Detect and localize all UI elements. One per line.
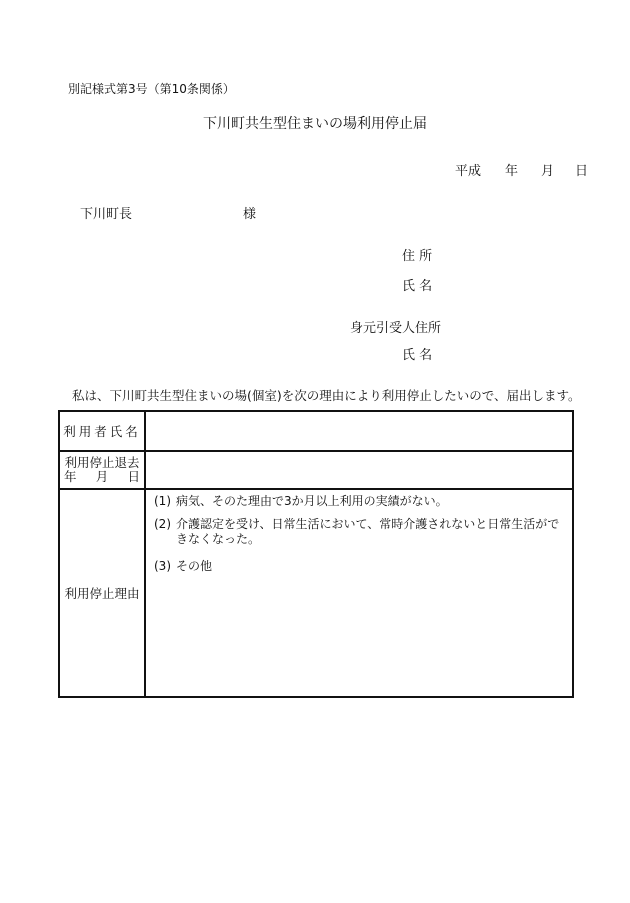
user-name-label: 利用者氏名: [63, 424, 141, 439]
reason-text: 病気、そのた理由で3か月以上利用の実績がない。: [176, 494, 448, 508]
list-item: [154, 494, 562, 509]
user-name-field[interactable]: [145, 411, 573, 451]
form-number: 別記様式第3号（第10条関係）: [68, 82, 235, 96]
document-title: 下川町共生型住まいの場利用停止届: [203, 116, 427, 132]
applicant-address-label: 住 所: [402, 249, 433, 264]
reason-number: (3): [154, 559, 171, 573]
reason-list: [146, 490, 572, 574]
addressee-name: 下川町長: [80, 207, 133, 222]
reason-header: [59, 489, 145, 697]
date-era: 平成: [455, 164, 482, 179]
stop-date-field[interactable]: [145, 451, 573, 489]
stop-date-year-label: 年: [64, 469, 77, 484]
stop-date-label: 利用停止退去: [64, 455, 140, 470]
reason-text: 介護認定を受け、日常生活において、常時介護されないと日常生活ができなくなった。: [176, 517, 560, 546]
application-table: [58, 410, 574, 698]
stop-date-day-label: 日: [127, 469, 140, 484]
reason-number: (1): [154, 494, 171, 508]
date-month: 月: [541, 164, 555, 179]
addressee-honorific: 様: [243, 207, 257, 222]
reason-row: [59, 489, 573, 697]
date-year: 年: [505, 164, 519, 179]
user-name-header: [59, 411, 145, 451]
guarantor-name-label: 氏 名: [402, 348, 433, 363]
reason-field[interactable]: [145, 489, 573, 697]
user-name-row: [59, 411, 573, 451]
list-item: [154, 559, 562, 574]
stop-date-month-label: 月: [95, 469, 109, 484]
statement-text: 私は、下川町共生型住まいの場(個室)を次の理由により利用停止したいので、届出します。: [72, 388, 581, 403]
list-item: [154, 517, 562, 547]
date-day: 日: [575, 164, 589, 179]
guarantor-address-label: 身元引受人住所: [350, 321, 442, 336]
reason-label: 利用停止理由: [64, 586, 140, 601]
stop-date-header: [59, 451, 145, 489]
applicant-name-label: 氏 名: [402, 279, 433, 294]
reason-text: その他: [176, 559, 213, 573]
reason-number: (2): [154, 517, 171, 531]
stop-date-row: [59, 451, 573, 489]
date-line: [455, 160, 588, 179]
